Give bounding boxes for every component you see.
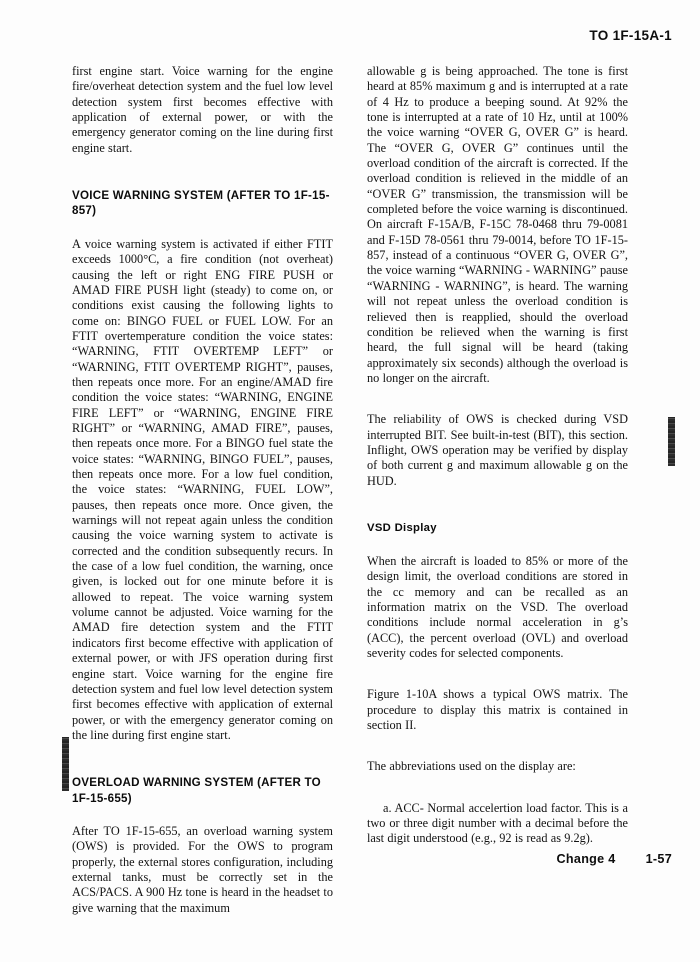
spacer <box>72 219 333 237</box>
list-item-abbreviation-acc: a. ACC- Normal accelertion load factor. This is a two or three digit number with a decimal before the last digit understood (e.g., 92 is read as 9.2g). <box>367 800 628 846</box>
right-column <box>367 64 628 916</box>
paragraph-vsd-overload-conditions: When the aircraft is loaded to 85% or more of the design limit, the overload conditions are stored in the cc memory and can be recalled as an information matrix on the VSD. The overload conditions include normal acceleration in g’s (ACC), the percent overload (OVL) and overload severity codes for selected components. <box>367 553 628 660</box>
spacer <box>367 788 628 801</box>
left-column <box>72 64 333 916</box>
paragraph-voice-warning-system: A voice warning system is activated if either FTIT exceeds 1000°C, a fire condition (not overheat) causing the left or right ENG FIRE PUSH or AMAD FIRE PUSH light (steady) to come on, or conditions exist causing the following lights to come on: BINGO FUEL or FUEL LOW. For an FTIT overtemperature condition the voice states: “WARNING, FTIT OVERTEMP LEFT” or “WARNING, FTIT OVERTEMP RIGHT”, pauses, then repeats once more. For an engine/AMAD fire condition the voice states: “WARNING, ENGINE FIRE LEFT” or “WARNING, ENGINE FIRE RIGHT” or “WARNING, AMAD FIRE”, pauses, then repeats once more. For a BINGO fuel state the voice states: “WARNING, BINGO FUEL”, pauses, then repeats once more. For a low fuel condition, the voice states: “WARNING, FUEL LOW”, pauses, then repeats once more. Once given, the warnings will not repeat again unless the condition causing the voice warning system to activate is corrected and the condition subsequently recurs. In the case of a low fuel condition, the warning, once given, is locked out for one minute before it is allowed to repeat. The voice warning system volume cannot be adjusted. Voice warning for the AMAD fire detection system and the FTIT indicators first become effective with application of external power, or with JFS operation during first engine start. Voice warning for the engine fire detection system and fuel low level detection system first becomes effective with application of external power, or with the emergency generator coming on the line during first engine start. <box>72 236 333 742</box>
paragraph-overload-warning-system: After TO 1F-15-655, an overload warning system (OWS) is provided. For the OWS to program properly, the external stores configuration, including external tanks, must be correctly set in the ACS/PACS. A 900 Hz tone is heard in the headset to give warning that the maximum <box>72 824 333 915</box>
spacer <box>367 746 628 759</box>
spacer <box>367 674 628 687</box>
change-bar-right-margin <box>668 417 675 466</box>
page-footer <box>557 852 673 866</box>
footer-change-number: Change 4 <box>556 852 616 866</box>
spacer <box>72 169 333 188</box>
subheading-vsd-display: VSD Display <box>367 521 437 534</box>
spacer <box>72 756 333 775</box>
paragraph-ows-reliability: The reliability of OWS is checked during VSD interrupted BIT. See built-in-test (BIT), this section. Inflight, OWS operation may be verified by display of both current g and maximum allowable g on the HUD. <box>367 412 628 488</box>
paragraph-continued-from-previous-page: first engine start. Voice warning for the engine fire/overheat detection system and the fuel low level detection system first becomes effective with application of external power, or with the emergency generator coming on the line during first engine start. <box>72 64 333 155</box>
spacer <box>367 502 628 521</box>
change-bar-left-margin <box>62 737 69 791</box>
paragraph-overload-tone-continued: allowable g is being approached. The tone is first heard at 85% maximum g and is interrupted at a rate of 4 Hz to produce a beeping sound. At 92% the tone is interrupted at a rate of 10 Hz, until at 100% the voice warning “OVER G, OVER G” is heard. The “OVER G, OVER G” continues until the overload condition of the aircraft is corrected. If the overload condition is relieved in the middle of an “OVER G” transmission, the transmission will be completed before the voice warning is discontinued. On aircraft F-15A/B, F-15C 78-0468 thru 79-0081 and F-15D 78-0561 thru 79-0014, before TO 1F-15-857, instead of a continuous “OVER G, OVER G”, the voice warning “WARNING - WARNING” pause “WARNING - WARNING”, is heard. The warning will not repeat unless the overload condition is relieved then is reapplied, should the overload condition be relieved when the warning is first heard, the full signal will be heard (taking approximately six seconds) although the overload is no longer on the aircraft. <box>367 64 628 385</box>
two-column-body <box>72 64 628 916</box>
footer-page-number: 1-57 <box>645 852 672 866</box>
paragraph-abbreviations-intro: The abbreviations used on the display are: <box>367 759 576 774</box>
heading-voice-warning-system: VOICE WARNING SYSTEM (AFTER TO 1F-15-857) <box>72 189 330 218</box>
spacer <box>367 536 628 554</box>
heading-overload-warning-system: OVERLOAD WARNING SYSTEM (AFTER TO 1F-15-655) <box>72 776 321 805</box>
paragraph-figure-reference: Figure 1-10A shows a typical OWS matrix. The procedure to display this matrix is contained in section II. <box>367 687 628 733</box>
spacer <box>367 399 628 412</box>
page-header-technical-order: TO 1F-15A-1 <box>589 28 672 43</box>
spacer <box>72 806 333 824</box>
